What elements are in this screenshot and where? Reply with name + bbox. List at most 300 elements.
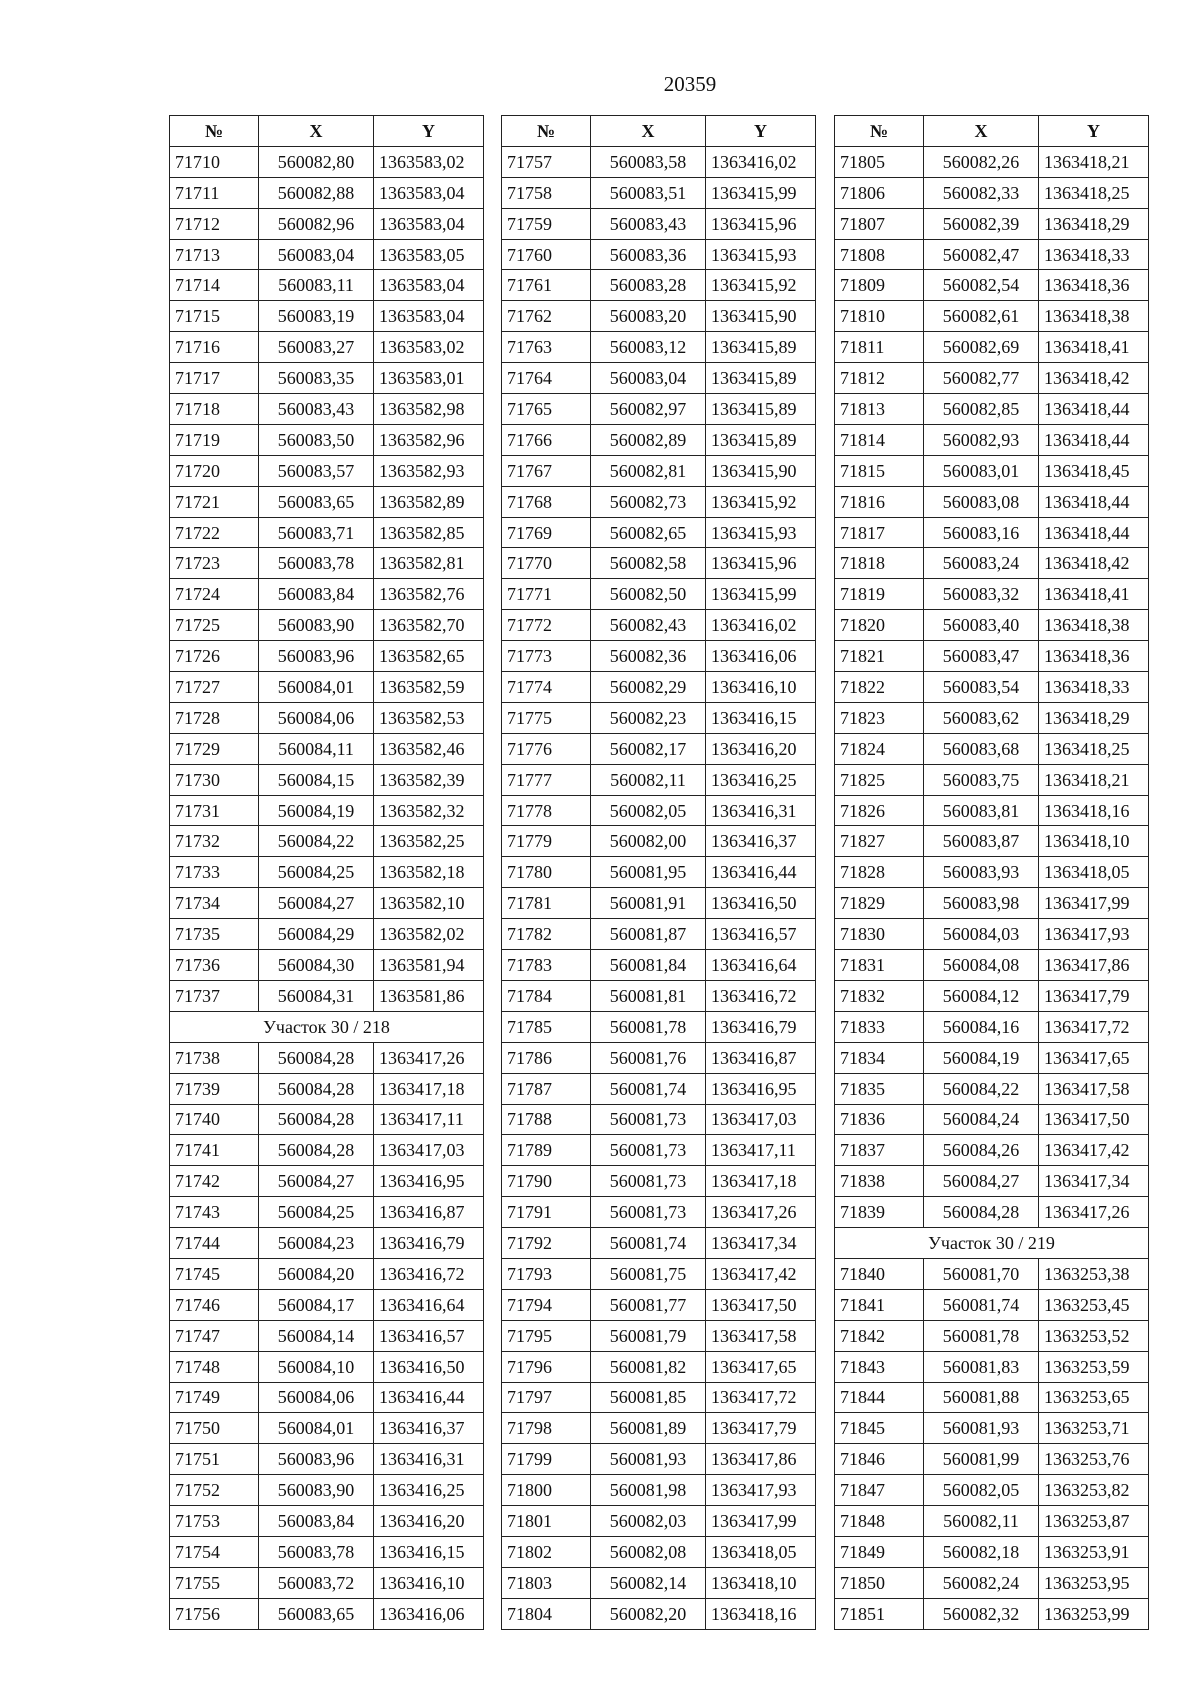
table-row — [502, 1382, 816, 1413]
point-number: 71849 — [835, 1536, 924, 1567]
coord-x: 560083,04 — [259, 239, 374, 270]
table-row — [835, 1104, 1149, 1135]
point-number: 71710 — [170, 146, 259, 177]
table-row — [170, 1567, 484, 1598]
coord-x: 560081,95 — [591, 857, 706, 888]
table-row — [835, 1598, 1149, 1629]
coord-x: 560081,73 — [591, 1135, 706, 1166]
coord-y: 1363417,93 — [706, 1475, 816, 1506]
coord-x: 560082,24 — [924, 1567, 1039, 1598]
coord-x: 560082,32 — [924, 1598, 1039, 1629]
coord-y: 1363416,31 — [374, 1444, 484, 1475]
coord-y: 1363417,26 — [374, 1042, 484, 1073]
coord-x: 560083,19 — [259, 301, 374, 332]
coord-y: 1363418,25 — [1039, 177, 1149, 208]
point-number: 71799 — [502, 1444, 591, 1475]
coordinates-table-3 — [834, 115, 1149, 1630]
coord-x: 560083,90 — [259, 1475, 374, 1506]
point-number: 71763 — [502, 332, 591, 363]
point-number: 71723 — [170, 548, 259, 579]
point-number: 71838 — [835, 1166, 924, 1197]
coord-x: 560083,65 — [259, 486, 374, 517]
table-row — [170, 733, 484, 764]
point-number: 71743 — [170, 1197, 259, 1228]
coord-x: 560082,11 — [924, 1506, 1039, 1537]
coord-y: 1363416,10 — [706, 672, 816, 703]
table-row — [835, 672, 1149, 703]
table-row — [170, 919, 484, 950]
point-number: 71802 — [502, 1536, 591, 1567]
table-row — [170, 1351, 484, 1382]
table-row — [835, 857, 1149, 888]
point-number: 71733 — [170, 857, 259, 888]
coord-y: 1363417,99 — [706, 1506, 816, 1537]
coord-y: 1363582,46 — [374, 733, 484, 764]
point-number: 71721 — [170, 486, 259, 517]
table-row — [170, 517, 484, 548]
coord-y: 1363418,44 — [1039, 486, 1149, 517]
coord-x: 560084,23 — [259, 1228, 374, 1259]
point-number: 71826 — [835, 795, 924, 826]
point-number: 71818 — [835, 548, 924, 579]
point-number: 71756 — [170, 1598, 259, 1629]
coord-x: 560083,58 — [591, 146, 706, 177]
table-row — [835, 1073, 1149, 1104]
point-number: 71746 — [170, 1289, 259, 1320]
point-number: 71754 — [170, 1536, 259, 1567]
table-row — [170, 332, 484, 363]
table-row — [835, 424, 1149, 455]
header-y: Y — [706, 116, 816, 147]
coord-x: 560084,22 — [924, 1073, 1039, 1104]
coord-y: 1363418,36 — [1039, 641, 1149, 672]
point-number: 71797 — [502, 1382, 591, 1413]
point-number: 71765 — [502, 394, 591, 425]
coord-y: 1363417,18 — [706, 1166, 816, 1197]
table-row — [502, 1104, 816, 1135]
section-title: Участок 30 / 218 — [170, 1011, 484, 1042]
coord-y: 1363582,25 — [374, 826, 484, 857]
coord-x: 560083,24 — [924, 548, 1039, 579]
coord-y: 1363582,93 — [374, 455, 484, 486]
point-number: 71847 — [835, 1475, 924, 1506]
coord-x: 560083,96 — [259, 1444, 374, 1475]
coord-y: 1363416,02 — [706, 146, 816, 177]
coord-x: 560084,14 — [259, 1320, 374, 1351]
table-row — [170, 579, 484, 610]
coord-y: 1363416,50 — [706, 888, 816, 919]
coord-x: 560083,81 — [924, 795, 1039, 826]
coord-y: 1363417,58 — [706, 1320, 816, 1351]
point-number: 71803 — [502, 1567, 591, 1598]
header-number: № — [170, 116, 259, 147]
header-x: X — [591, 116, 706, 147]
coord-y: 1363416,57 — [374, 1320, 484, 1351]
coord-x: 560084,16 — [924, 1011, 1039, 1042]
table-row — [835, 548, 1149, 579]
table-row — [170, 1475, 484, 1506]
point-number: 71792 — [502, 1228, 591, 1259]
point-number: 71845 — [835, 1413, 924, 1444]
point-number: 71791 — [502, 1197, 591, 1228]
coord-y: 1363253,95 — [1039, 1567, 1149, 1598]
coord-x: 560082,20 — [591, 1598, 706, 1629]
table-row — [170, 1506, 484, 1537]
coord-y: 1363416,95 — [706, 1073, 816, 1104]
point-number: 71774 — [502, 672, 591, 703]
point-number: 71814 — [835, 424, 924, 455]
point-number: 71751 — [170, 1444, 259, 1475]
point-number: 71764 — [502, 363, 591, 394]
coord-y: 1363416,95 — [374, 1166, 484, 1197]
coord-x: 560082,05 — [924, 1475, 1039, 1506]
point-number: 71729 — [170, 733, 259, 764]
table-row — [502, 795, 816, 826]
coord-x: 560083,84 — [259, 579, 374, 610]
coord-y: 1363253,45 — [1039, 1289, 1149, 1320]
point-number: 71809 — [835, 270, 924, 301]
point-number: 71773 — [502, 641, 591, 672]
table-row — [170, 208, 484, 239]
point-number: 71829 — [835, 888, 924, 919]
coord-y: 1363583,04 — [374, 270, 484, 301]
coord-y: 1363416,06 — [706, 641, 816, 672]
point-number: 71850 — [835, 1567, 924, 1598]
table-row — [502, 1351, 816, 1382]
point-number: 71789 — [502, 1135, 591, 1166]
point-number: 71739 — [170, 1073, 259, 1104]
table-row — [170, 950, 484, 981]
table-row — [170, 1197, 484, 1228]
point-number: 71717 — [170, 363, 259, 394]
point-number: 71730 — [170, 764, 259, 795]
point-number: 71749 — [170, 1382, 259, 1413]
coord-x: 560084,27 — [924, 1166, 1039, 1197]
point-number: 71830 — [835, 919, 924, 950]
coord-x: 560081,76 — [591, 1042, 706, 1073]
coord-y: 1363415,89 — [706, 394, 816, 425]
table-row — [835, 239, 1149, 270]
coord-y: 1363418,05 — [706, 1536, 816, 1567]
coord-x: 560083,98 — [924, 888, 1039, 919]
point-number: 71824 — [835, 733, 924, 764]
point-number: 71745 — [170, 1258, 259, 1289]
coord-x: 560084,26 — [924, 1135, 1039, 1166]
coord-x: 560083,43 — [259, 394, 374, 425]
coord-x: 560082,26 — [924, 146, 1039, 177]
table-row — [502, 1166, 816, 1197]
coord-y: 1363416,25 — [374, 1475, 484, 1506]
table-row — [835, 146, 1149, 177]
table-row — [835, 1042, 1149, 1073]
table-row — [170, 270, 484, 301]
table-row — [835, 950, 1149, 981]
table-row — [170, 1289, 484, 1320]
table-row — [170, 980, 484, 1011]
coord-y: 1363417,03 — [374, 1135, 484, 1166]
coord-x: 560081,73 — [591, 1197, 706, 1228]
coord-x: 560083,50 — [259, 424, 374, 455]
point-number: 71800 — [502, 1475, 591, 1506]
coord-y: 1363582,39 — [374, 764, 484, 795]
coord-x: 560084,27 — [259, 888, 374, 919]
coord-y: 1363415,93 — [706, 517, 816, 548]
coord-y: 1363415,92 — [706, 486, 816, 517]
table-row — [835, 1197, 1149, 1228]
table-row — [502, 579, 816, 610]
coord-y: 1363415,96 — [706, 548, 816, 579]
coord-y: 1363418,42 — [1039, 548, 1149, 579]
coord-y: 1363418,38 — [1039, 610, 1149, 641]
coord-y: 1363417,86 — [706, 1444, 816, 1475]
point-number: 71731 — [170, 795, 259, 826]
table-row — [835, 795, 1149, 826]
coord-y: 1363417,26 — [1039, 1197, 1149, 1228]
table-row — [502, 424, 816, 455]
point-number: 71771 — [502, 579, 591, 610]
point-number: 71711 — [170, 177, 259, 208]
table-row — [835, 579, 1149, 610]
point-number: 71844 — [835, 1382, 924, 1413]
point-number: 71837 — [835, 1135, 924, 1166]
coord-x: 560082,43 — [591, 610, 706, 641]
table-row — [502, 239, 816, 270]
point-number: 71785 — [502, 1011, 591, 1042]
point-number: 71738 — [170, 1042, 259, 1073]
coord-x: 560082,77 — [924, 363, 1039, 394]
table-row — [835, 919, 1149, 950]
table-row — [502, 641, 816, 672]
point-number: 71827 — [835, 826, 924, 857]
coord-x: 560081,88 — [924, 1382, 1039, 1413]
coord-x: 560084,28 — [259, 1104, 374, 1135]
point-number: 71781 — [502, 888, 591, 919]
coord-y: 1363417,58 — [1039, 1073, 1149, 1104]
coord-x: 560084,01 — [259, 1413, 374, 1444]
coord-y: 1363416,64 — [374, 1289, 484, 1320]
point-number: 71820 — [835, 610, 924, 641]
point-number: 71726 — [170, 641, 259, 672]
coord-y: 1363416,44 — [374, 1382, 484, 1413]
coord-x: 560082,61 — [924, 301, 1039, 332]
table-row — [502, 301, 816, 332]
table-row — [170, 177, 484, 208]
coord-y: 1363416,37 — [374, 1413, 484, 1444]
coord-x: 560083,01 — [924, 455, 1039, 486]
point-number: 71766 — [502, 424, 591, 455]
point-number: 71833 — [835, 1011, 924, 1042]
coord-y: 1363416,06 — [374, 1598, 484, 1629]
point-number: 71778 — [502, 795, 591, 826]
coord-x: 560081,75 — [591, 1258, 706, 1289]
coord-x: 560082,39 — [924, 208, 1039, 239]
coord-x: 560084,06 — [259, 702, 374, 733]
point-number: 71750 — [170, 1413, 259, 1444]
point-number: 71790 — [502, 1166, 591, 1197]
point-number: 71784 — [502, 980, 591, 1011]
coord-x: 560081,78 — [924, 1320, 1039, 1351]
coord-x: 560084,17 — [259, 1289, 374, 1320]
table-row — [835, 888, 1149, 919]
header-number: № — [502, 116, 591, 147]
coord-y: 1363418,10 — [1039, 826, 1149, 857]
point-number: 71732 — [170, 826, 259, 857]
table-row — [835, 610, 1149, 641]
coord-x: 560084,01 — [259, 672, 374, 703]
coord-x: 560082,36 — [591, 641, 706, 672]
coord-y: 1363418,42 — [1039, 363, 1149, 394]
point-number: 71747 — [170, 1320, 259, 1351]
coord-y: 1363583,04 — [374, 301, 484, 332]
point-number: 71779 — [502, 826, 591, 857]
point-number: 71811 — [835, 332, 924, 363]
coordinates-table-2 — [501, 115, 816, 1630]
point-number: 71805 — [835, 146, 924, 177]
coord-y: 1363583,02 — [374, 146, 484, 177]
coord-y: 1363417,26 — [706, 1197, 816, 1228]
table-row — [502, 1506, 816, 1537]
point-number: 71761 — [502, 270, 591, 301]
coord-x: 560083,54 — [924, 672, 1039, 703]
coord-y: 1363418,16 — [706, 1598, 816, 1629]
page-number: 20359 — [663, 72, 717, 96]
table-row — [502, 702, 816, 733]
coord-x: 560081,93 — [924, 1413, 1039, 1444]
table-row — [835, 1289, 1149, 1320]
coord-y: 1363417,50 — [706, 1289, 816, 1320]
coord-x: 560084,29 — [259, 919, 374, 950]
table-row — [835, 980, 1149, 1011]
coord-x: 560082,89 — [591, 424, 706, 455]
coord-y: 1363417,42 — [1039, 1135, 1149, 1166]
section-row — [835, 1228, 1149, 1259]
table-row — [502, 548, 816, 579]
table-row — [502, 1135, 816, 1166]
point-number: 71795 — [502, 1320, 591, 1351]
coord-y: 1363582,02 — [374, 919, 484, 950]
table-row — [835, 1351, 1149, 1382]
coord-y: 1363416,02 — [706, 610, 816, 641]
table-row — [835, 1536, 1149, 1567]
point-number: 71740 — [170, 1104, 259, 1135]
table-row — [502, 826, 816, 857]
table-row — [835, 1475, 1149, 1506]
point-number: 71735 — [170, 919, 259, 950]
coord-x: 560083,71 — [259, 517, 374, 548]
coord-y: 1363417,79 — [706, 1413, 816, 1444]
coord-x: 560082,23 — [591, 702, 706, 733]
coord-x: 560083,20 — [591, 301, 706, 332]
point-number: 71793 — [502, 1258, 591, 1289]
table-row — [502, 1042, 816, 1073]
point-number: 71817 — [835, 517, 924, 548]
point-number: 71816 — [835, 486, 924, 517]
table-row — [502, 394, 816, 425]
table-row — [170, 610, 484, 641]
point-number: 71823 — [835, 702, 924, 733]
point-number: 71734 — [170, 888, 259, 919]
table-row — [835, 641, 1149, 672]
coord-x: 560082,47 — [924, 239, 1039, 270]
point-number: 71815 — [835, 455, 924, 486]
coord-y: 1363582,65 — [374, 641, 484, 672]
table-row — [502, 610, 816, 641]
coord-y: 1363415,89 — [706, 424, 816, 455]
coord-y: 1363253,82 — [1039, 1475, 1149, 1506]
point-number: 71736 — [170, 950, 259, 981]
coord-x: 560082,58 — [591, 548, 706, 579]
table-row — [502, 332, 816, 363]
table-row — [835, 733, 1149, 764]
table-row — [502, 208, 816, 239]
table-row — [502, 1598, 816, 1629]
coord-y: 1363417,93 — [1039, 919, 1149, 950]
coord-x: 560081,87 — [591, 919, 706, 950]
coord-y: 1363582,53 — [374, 702, 484, 733]
point-number: 71737 — [170, 980, 259, 1011]
coord-y: 1363415,92 — [706, 270, 816, 301]
coord-x: 560081,85 — [591, 1382, 706, 1413]
coord-x: 560083,16 — [924, 517, 1039, 548]
table-row — [502, 672, 816, 703]
table-row — [835, 1413, 1149, 1444]
coord-x: 560083,68 — [924, 733, 1039, 764]
point-number: 71716 — [170, 332, 259, 363]
table-row — [502, 1011, 816, 1042]
coord-y: 1363418,45 — [1039, 455, 1149, 486]
coord-y: 1363416,57 — [706, 919, 816, 950]
coord-x: 560083,28 — [591, 270, 706, 301]
point-number: 71757 — [502, 146, 591, 177]
point-number: 71835 — [835, 1073, 924, 1104]
coord-y: 1363415,93 — [706, 239, 816, 270]
coord-x: 560081,73 — [591, 1104, 706, 1135]
coord-y: 1363417,99 — [1039, 888, 1149, 919]
point-number: 71806 — [835, 177, 924, 208]
table-row — [170, 826, 484, 857]
point-number: 71768 — [502, 486, 591, 517]
table-row — [835, 1506, 1149, 1537]
coord-y: 1363581,86 — [374, 980, 484, 1011]
coord-x: 560083,78 — [259, 1536, 374, 1567]
point-number: 71744 — [170, 1228, 259, 1259]
coord-y: 1363416,20 — [374, 1506, 484, 1537]
coord-y: 1363418,10 — [706, 1567, 816, 1598]
table-row — [170, 1598, 484, 1629]
header-number: № — [835, 116, 924, 147]
table-row — [835, 1567, 1149, 1598]
point-number: 71848 — [835, 1506, 924, 1537]
coord-x: 560084,03 — [924, 919, 1039, 950]
coord-y: 1363417,65 — [1039, 1042, 1149, 1073]
coord-y: 1363582,10 — [374, 888, 484, 919]
point-number: 71772 — [502, 610, 591, 641]
point-number: 71841 — [835, 1289, 924, 1320]
section-title: Участок 30 / 219 — [835, 1228, 1149, 1259]
coord-x: 560083,90 — [259, 610, 374, 641]
coord-x: 560081,73 — [591, 1166, 706, 1197]
table-row — [502, 1444, 816, 1475]
point-number: 71780 — [502, 857, 591, 888]
point-number: 71724 — [170, 579, 259, 610]
point-number: 71762 — [502, 301, 591, 332]
point-number: 71788 — [502, 1104, 591, 1135]
table-row — [170, 1073, 484, 1104]
coord-x: 560082,05 — [591, 795, 706, 826]
header-x: X — [259, 116, 374, 147]
coord-x: 560083,04 — [591, 363, 706, 394]
header-row — [835, 116, 1149, 147]
